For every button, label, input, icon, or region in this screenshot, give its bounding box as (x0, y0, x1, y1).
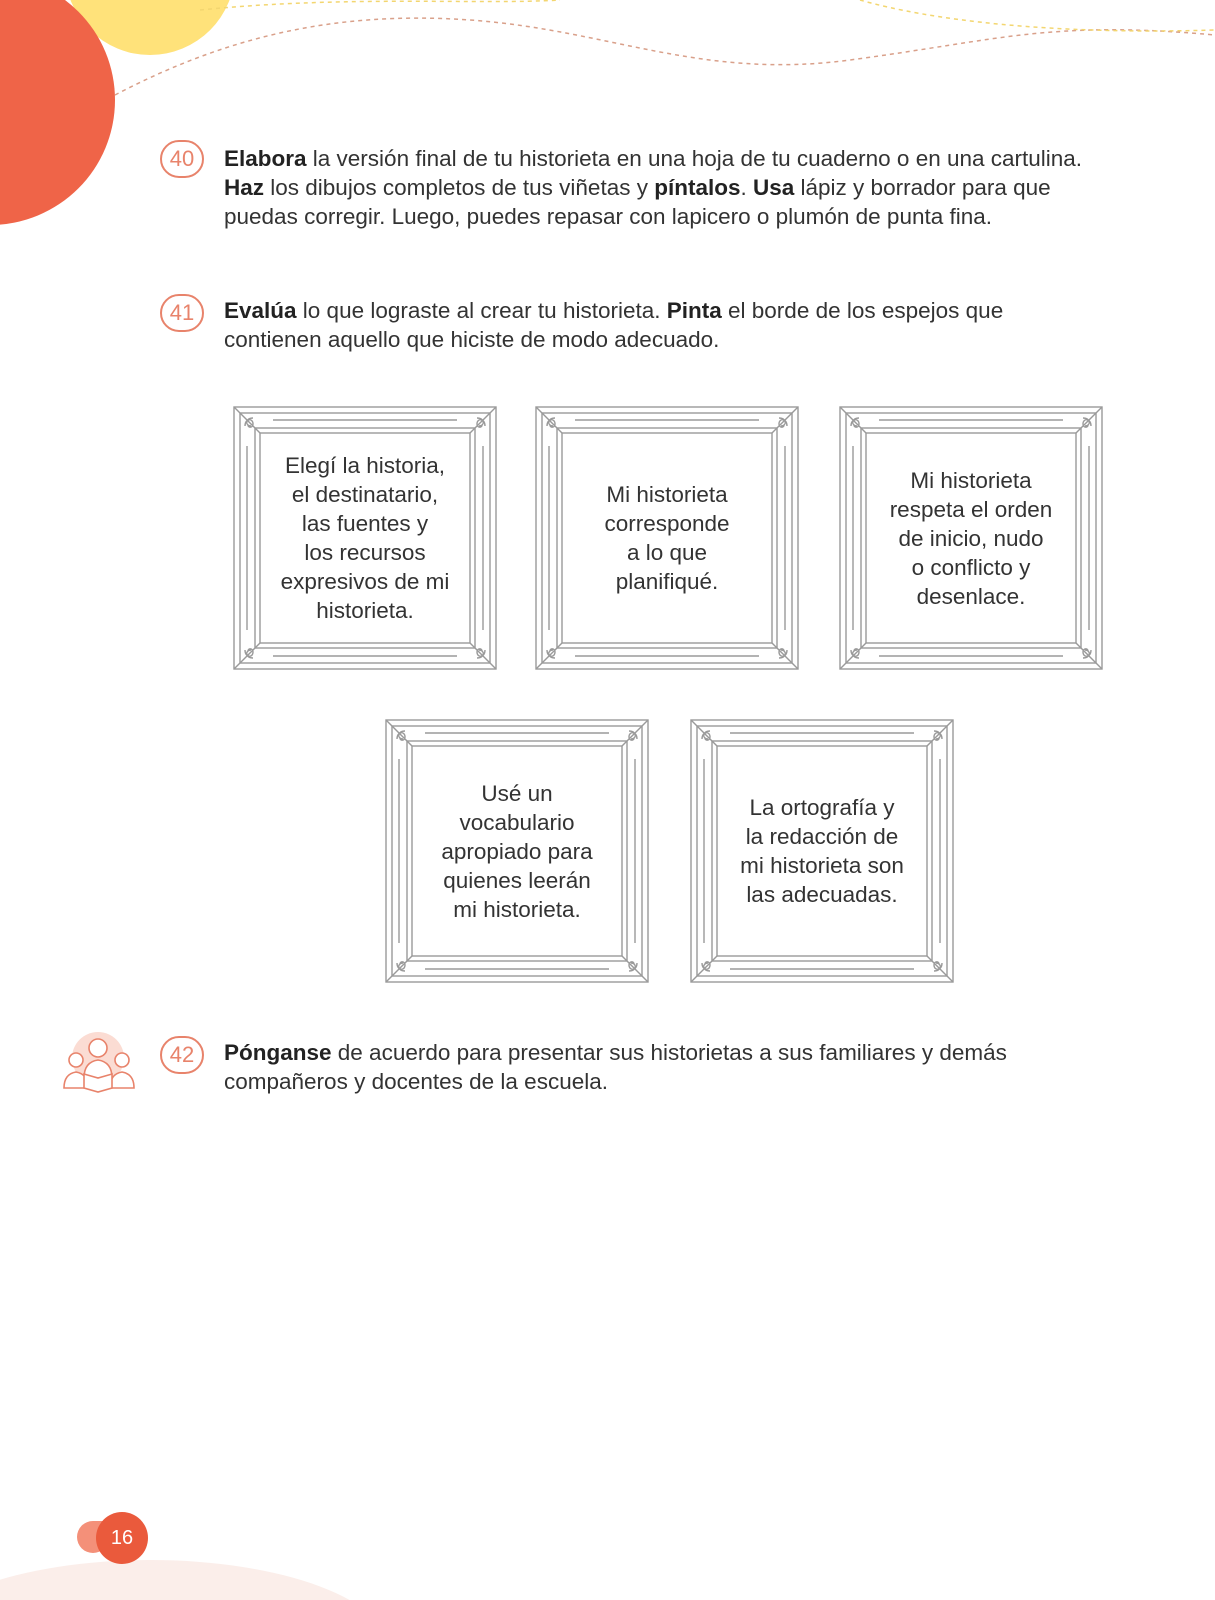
activity-41 (160, 294, 1110, 364)
activity-42 (160, 1036, 1110, 1106)
instruction-text: de acuerdo para presentar sus historietas a sus familiares y demás compañeros y docentes de la escuela. (224, 1040, 1007, 1094)
activity-instructions (224, 296, 1104, 354)
instruction-text: . (740, 175, 753, 200)
verb-ponganse: Pónganse (224, 1040, 332, 1065)
instruction-text: lo que lograste al crear tu historieta. (296, 298, 667, 323)
instruction-text: lápiz y borrador para que puedas corregir. Luego, puedes repasar con lapicero o plumón de punta fina. (224, 175, 1051, 229)
instruction-text: el borde de los espejos que contienen aquello que hiciste de modo adecuado. (224, 298, 1004, 352)
instruction-text: los dibujos completos de tus viñetas y (264, 175, 655, 200)
mirror-text: La ortografía y la redacción de mi historieta son las adecuadas. (740, 795, 904, 907)
activity-number: 41 (160, 294, 204, 332)
mirror-frame-5[interactable] (690, 719, 954, 983)
verb-haz: Haz (224, 175, 265, 200)
activity-number: 42 (160, 1036, 204, 1074)
verb-evalua: Evalúa (224, 298, 297, 323)
instruction-text: la versión final de tu historieta en una hoja de tu cuaderno o en una cartulina. (306, 146, 1083, 171)
page-number: 16 (96, 1512, 148, 1564)
activity-instructions (224, 1038, 1104, 1096)
group-reading-icon (56, 1030, 140, 1094)
mirror-text: Elegí la historia, el destinatario, las fuentes y los recursos expresivos de mi historieta. (280, 453, 450, 623)
activity-instructions (224, 144, 1104, 231)
verb-usa: Usa (753, 175, 795, 200)
verb-pintalos: píntalos (654, 175, 741, 200)
mirror-frame-1[interactable] (233, 406, 497, 670)
activity-40 (160, 140, 1110, 260)
mirror-text: Usé un vocabulario apropiado para quienes leerán mi historieta. (441, 780, 593, 922)
mirror-frame-3[interactable] (839, 406, 1103, 670)
mirror-text: Mi historieta corresponde a lo que planifiqué. (604, 482, 730, 594)
verb-pinta: Pinta (666, 298, 722, 323)
verb-elabora: Elabora (224, 146, 307, 171)
mirror-frame-2[interactable] (535, 406, 799, 670)
mirror-text: Mi historieta respeta el orden de inicio, nudo o conflicto y desenlace. (889, 467, 1053, 609)
mirror-frame-4[interactable] (385, 719, 649, 983)
activity-number: 40 (160, 140, 204, 178)
